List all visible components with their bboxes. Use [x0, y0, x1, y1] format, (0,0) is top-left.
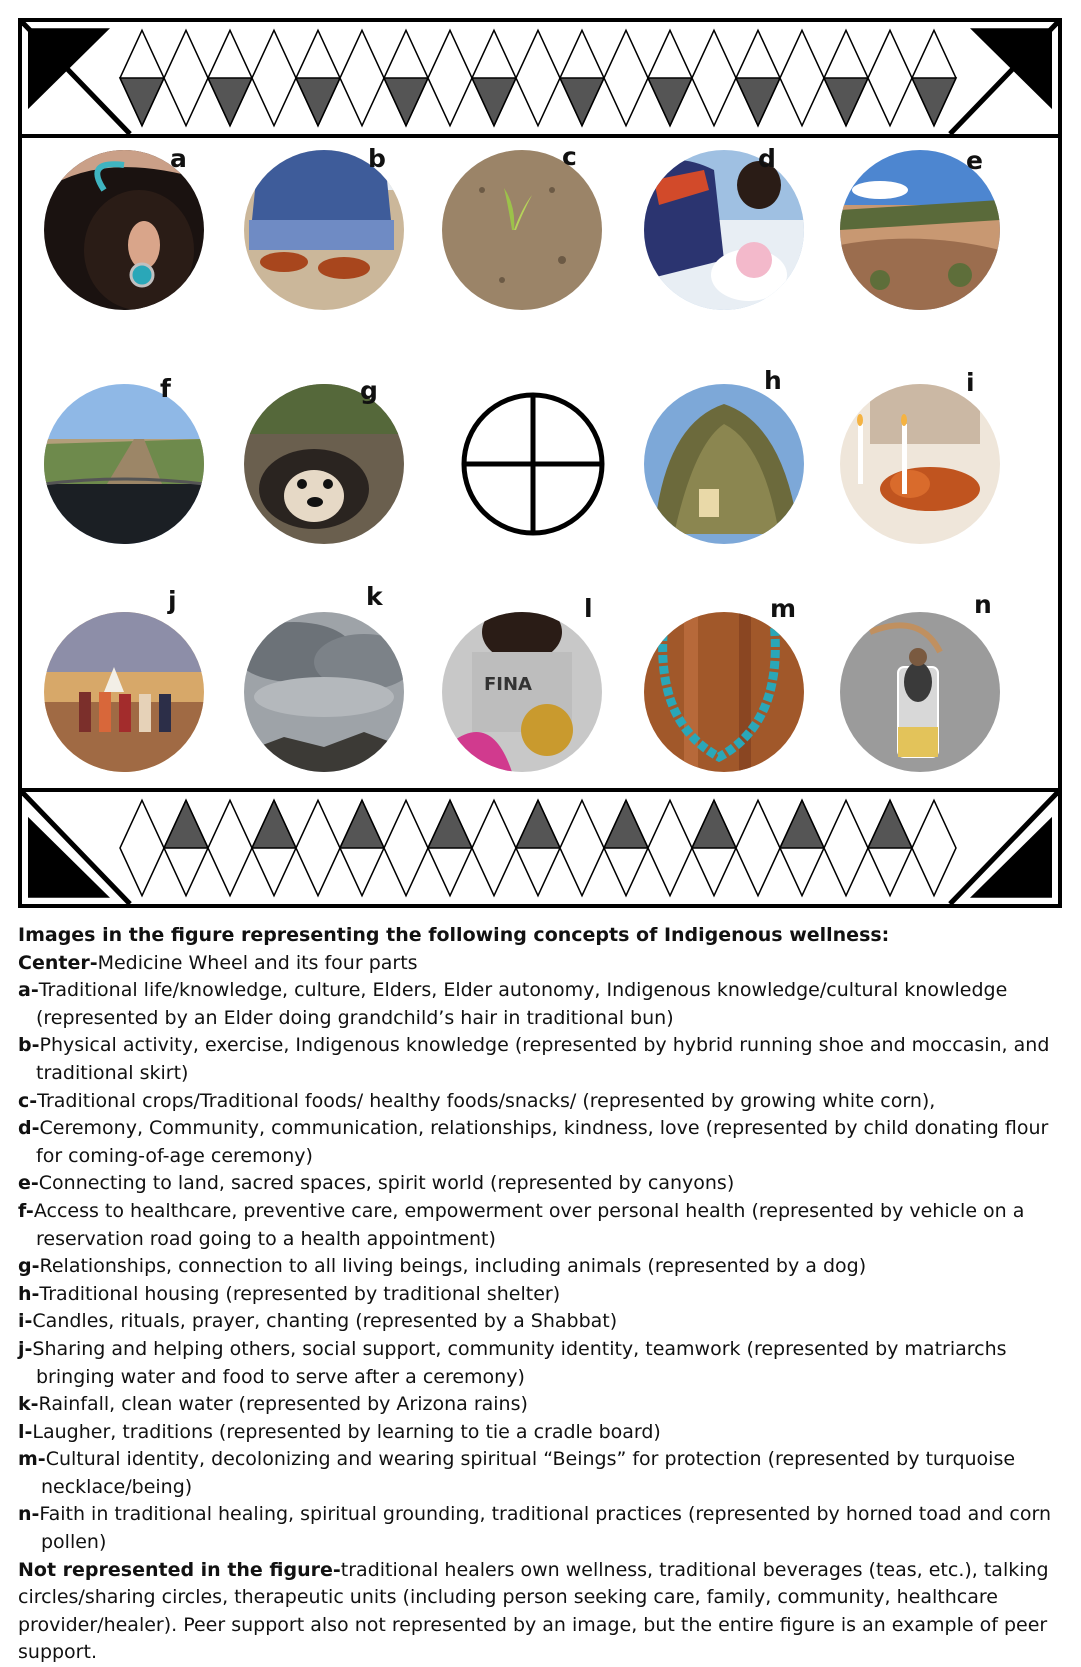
caption-item: a-Traditional life/knowledge, culture, Elders, Elder autonomy, Indigenous knowledge/cultural knowledge (represented by an Elder doing grandchild’s hair in traditional bun)	[18, 979, 1008, 1029]
image-letter-j: j	[168, 586, 177, 615]
filled-diamond-half	[868, 800, 912, 848]
growing-white-corn-photo	[442, 150, 602, 310]
filled-diamond-half	[252, 800, 296, 848]
filled-diamond-half	[604, 800, 648, 848]
caption-center: Center-Medicine Wheel and its four parts	[18, 951, 418, 974]
image-letter-c: c	[562, 142, 577, 171]
image-letter-n: n	[974, 590, 992, 619]
top-diamond-border	[22, 22, 1058, 138]
caption-item: f-Access to healthcare, preventive care, empowerment over personal health (represented by vehicle on a reservation road going to a health appointment)	[18, 1199, 1025, 1250]
border-diamond	[516, 30, 560, 125]
border-diamond	[736, 800, 780, 895]
svg-text:FINA: FINA	[484, 674, 532, 695]
border-diamond	[648, 800, 692, 895]
border-diamond	[472, 800, 516, 895]
border-diamond	[824, 800, 868, 895]
caption-item: m-Cultural identity, decolonizing and wearing spiritual “Beings” for protection (represented by turquoise necklace/being)	[18, 1448, 1016, 1498]
filled-diamond-half	[340, 800, 384, 848]
filled-diamond-half	[296, 78, 340, 126]
filled-diamond-half	[780, 800, 824, 848]
elder-hair-turquoise-earring-photo	[44, 150, 204, 310]
corner-triangle	[28, 817, 110, 898]
caption-item: c-Traditional crops/Traditional foods/ healthy foods/snacks/ (represented by growing white corn),	[18, 1089, 936, 1112]
filled-diamond-half	[736, 78, 780, 126]
border-diamond	[912, 800, 956, 895]
medicine-wheel-icon	[457, 388, 609, 540]
image-letter-l: l	[584, 594, 593, 623]
filled-diamond-half	[692, 800, 736, 848]
border-diamond	[252, 30, 296, 125]
filled-diamond-half	[384, 78, 428, 126]
image-letter-b: b	[368, 144, 386, 173]
border-diamond	[296, 800, 340, 895]
running-shoe-moccasin-skirt-photo	[244, 150, 404, 310]
border-diamond	[164, 30, 208, 125]
border-diamond	[604, 30, 648, 125]
matriarchs-ceremony-photo	[44, 612, 204, 772]
filled-diamond-half	[428, 800, 472, 848]
dog-photo	[244, 384, 404, 544]
caption-item: h-Traditional housing (represented by traditional shelter)	[18, 1282, 561, 1305]
caption-items	[18, 977, 1068, 1556]
horned-toad-corn-pollen-photo	[840, 612, 1000, 772]
figure-caption	[18, 922, 1068, 1667]
border-diamond	[428, 30, 472, 125]
filled-diamond-half	[208, 78, 252, 126]
border-diamond	[120, 800, 164, 895]
shabbat-candles-photo	[840, 384, 1000, 544]
border-diamond	[868, 30, 912, 125]
caption-item: j-Sharing and helping others, social support, community identity, teamwork (represented by matriarchs bringing water and food to serve after a ceremony)	[18, 1337, 1007, 1388]
filled-diamond-half	[472, 78, 516, 126]
image-letter-k: k	[366, 582, 383, 611]
child-donating-flour-photo	[644, 150, 804, 310]
caption-item: i-Candles, rituals, prayer, chanting (represented by a Shabbat)	[18, 1310, 618, 1333]
caption-item: b-Physical activity, exercise, Indigenous knowledge (represented by hybrid running shoe and moccasin, and traditional skirt)	[18, 1034, 1050, 1084]
image-letter-m: m	[770, 594, 797, 623]
border-diamond	[340, 30, 384, 125]
border-diamond	[692, 30, 736, 125]
caption-item: g-Relationships, connection to all living beings, including animals (represented by a dog)	[18, 1255, 867, 1278]
arizona-rain-clouds-photo	[244, 612, 404, 772]
filled-diamond-half	[164, 800, 208, 848]
image-letter-e: e	[966, 146, 983, 175]
bottom-diamond-border	[22, 788, 1058, 904]
border-diamond	[560, 800, 604, 895]
image-letter-h: h	[764, 366, 782, 395]
caption-not-represented: Not represented in the figure-traditional healers own wellness, traditional beverages (teas, etc.), talking circles/sharing circles, therapeutic units (including person seeking care, family, community, healthcare provider/healer). Peer support also not represented by an image, but the entire figure is an example of peer support.	[18, 1558, 1049, 1664]
image-letter-a: a	[170, 144, 187, 173]
filled-diamond-half	[560, 78, 604, 126]
filled-diamond-half	[120, 78, 164, 126]
traditional-shelter-photo	[644, 384, 804, 544]
border-diamond	[208, 800, 252, 895]
border-diamond	[780, 30, 824, 125]
reservation-road-vehicle-photo	[44, 384, 204, 544]
caption-heading: Images in the figure representing the following concepts of Indigenous wellness:	[18, 924, 890, 946]
caption-item: k-Rainfall, clean water (represented by Arizona rains)	[18, 1393, 528, 1416]
caption-item: e-Connecting to land, sacred spaces, spirit world (represented by canyons)	[18, 1172, 735, 1195]
image-letter-d: d	[758, 144, 776, 173]
caption-item: d-Ceremony, Community, communication, relationships, kindness, love (represented by child donating flour for coming-of-age ceremony)	[18, 1117, 1049, 1167]
filled-diamond-half	[912, 78, 956, 126]
caption-item: n-Faith in traditional healing, spiritual grounding, traditional practices (represented by horned toad and corn pollen)	[18, 1503, 1051, 1554]
filled-diamond-half	[516, 800, 560, 848]
image-letter-g: g	[360, 376, 378, 405]
image-letter-f: f	[160, 374, 171, 403]
filled-diamond-half	[824, 78, 868, 126]
image-letter-i: i	[966, 368, 975, 397]
corner-triangle	[970, 817, 1052, 898]
wellness-figure	[18, 18, 1062, 908]
filled-diamond-half	[648, 78, 692, 126]
caption-item: l-Laugher, traditions (represented by learning to tie a cradle board)	[18, 1420, 661, 1443]
cradle-board-photo	[442, 612, 602, 772]
border-diamond	[384, 800, 428, 895]
turquoise-necklace-photo	[644, 612, 804, 772]
